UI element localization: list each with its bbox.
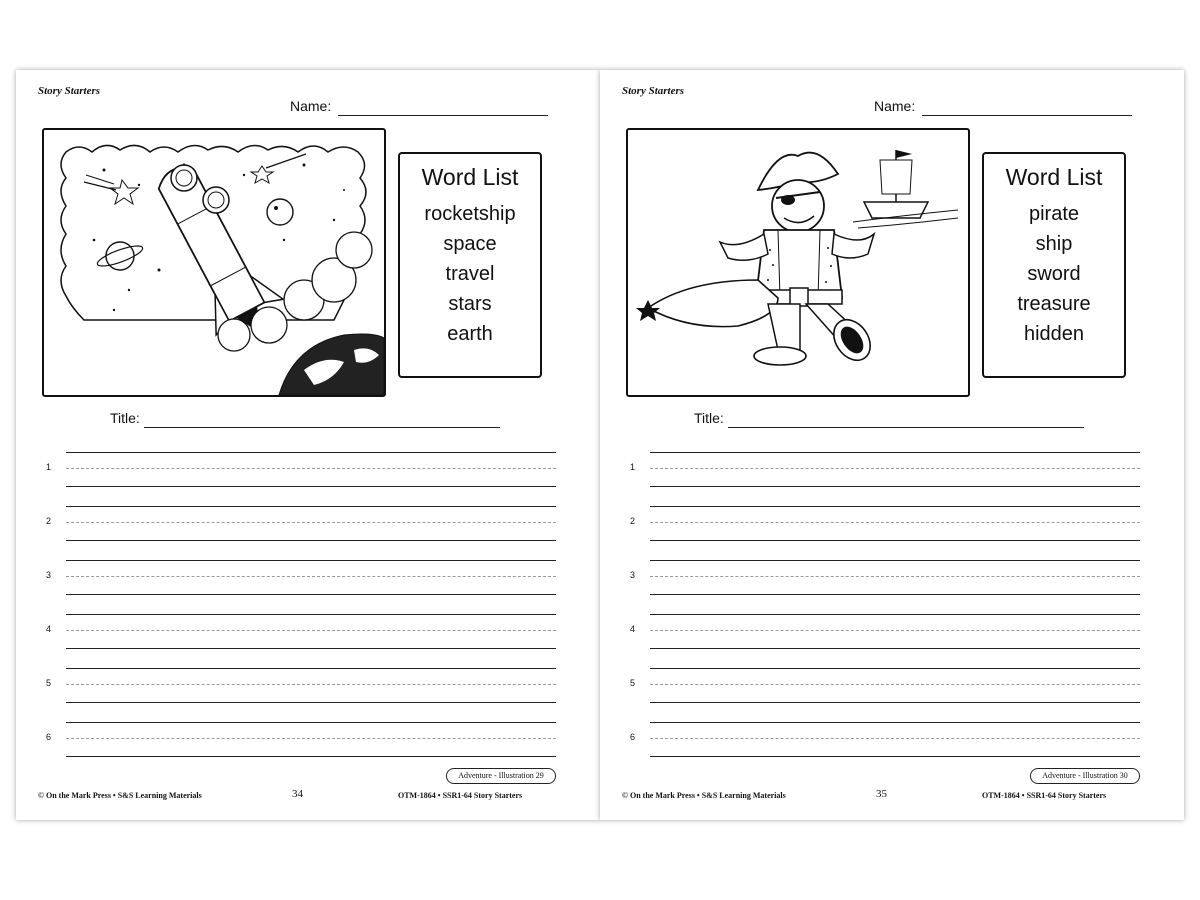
rocketship-space-illustration bbox=[42, 128, 386, 397]
line-number: 2 bbox=[630, 516, 636, 526]
writing-lines bbox=[46, 452, 556, 776]
line-number: 5 bbox=[630, 678, 636, 688]
footer-publisher: © On the Mark Press • S&S Learning Materials bbox=[622, 791, 786, 800]
header-title: Story Starters bbox=[622, 85, 685, 97]
writing-line-row[interactable] bbox=[46, 506, 556, 560]
writing-lines bbox=[630, 452, 1140, 776]
word-list-box bbox=[398, 152, 542, 378]
writing-line-row[interactable] bbox=[630, 668, 1140, 722]
word-list-box bbox=[982, 152, 1126, 378]
footer-publisher: © On the Mark Press • S&S Learning Materials bbox=[38, 791, 202, 800]
line-number: 1 bbox=[630, 462, 636, 472]
writing-line-row[interactable] bbox=[46, 668, 556, 722]
writing-line-row[interactable] bbox=[630, 452, 1140, 506]
page-number: 34 bbox=[292, 788, 303, 800]
line-number: 3 bbox=[46, 570, 52, 580]
name-field-line[interactable] bbox=[922, 115, 1132, 116]
line-number: 3 bbox=[630, 570, 636, 580]
page-header bbox=[600, 70, 1184, 820]
footer-product-code: OTM-1864 • SSR1-64 Story Starters bbox=[398, 791, 523, 800]
name-field-line[interactable] bbox=[338, 115, 548, 116]
writing-line-row[interactable] bbox=[46, 452, 556, 506]
word-list-item: earth bbox=[447, 323, 493, 345]
title-label: Title: bbox=[110, 410, 140, 426]
word-list-title: Word List bbox=[421, 164, 519, 190]
writing-line-row[interactable] bbox=[46, 560, 556, 614]
word-list-item: stars bbox=[448, 293, 492, 315]
word-list-item: travel bbox=[445, 263, 495, 285]
line-number: 4 bbox=[630, 624, 636, 634]
line-number: 6 bbox=[630, 732, 636, 742]
writing-line-row[interactable] bbox=[630, 506, 1140, 560]
line-number: 2 bbox=[46, 516, 52, 526]
line-number: 4 bbox=[46, 624, 52, 634]
writing-line-row[interactable] bbox=[46, 614, 556, 668]
title-label: Title: bbox=[694, 410, 724, 426]
illustration-badge: Adventure - Illustration 29 bbox=[446, 768, 556, 784]
name-label: Name: bbox=[290, 98, 332, 114]
word-list-title: Word List bbox=[1005, 164, 1103, 190]
page-header bbox=[16, 70, 600, 820]
footer-product-code: OTM-1864 • SSR1-64 Story Starters bbox=[982, 791, 1107, 800]
writing-line-row[interactable] bbox=[630, 560, 1140, 614]
word-list-item: hidden bbox=[1023, 323, 1085, 345]
title-field-line[interactable] bbox=[728, 427, 1084, 428]
word-list-item: sword bbox=[1027, 263, 1081, 285]
page-number: 35 bbox=[876, 788, 887, 800]
writing-line-row[interactable] bbox=[630, 614, 1140, 668]
word-list-item: pirate bbox=[1028, 203, 1080, 225]
name-label: Name: bbox=[874, 98, 916, 114]
worksheet-page-left bbox=[16, 70, 600, 820]
word-list-item: ship bbox=[1035, 233, 1073, 255]
word-list-item: rocketship bbox=[424, 203, 516, 225]
header-title: Story Starters bbox=[38, 85, 101, 97]
illustration-badge: Adventure - Illustration 30 bbox=[1030, 768, 1140, 784]
line-number: 1 bbox=[46, 462, 52, 472]
word-list-item: space bbox=[443, 233, 497, 255]
worksheet-page-right bbox=[600, 70, 1184, 820]
line-number: 5 bbox=[46, 678, 52, 688]
pirate-ship-illustration bbox=[626, 128, 970, 397]
line-number: 6 bbox=[46, 732, 52, 742]
title-field-line[interactable] bbox=[144, 427, 500, 428]
word-list-item: treasure bbox=[1017, 293, 1091, 315]
